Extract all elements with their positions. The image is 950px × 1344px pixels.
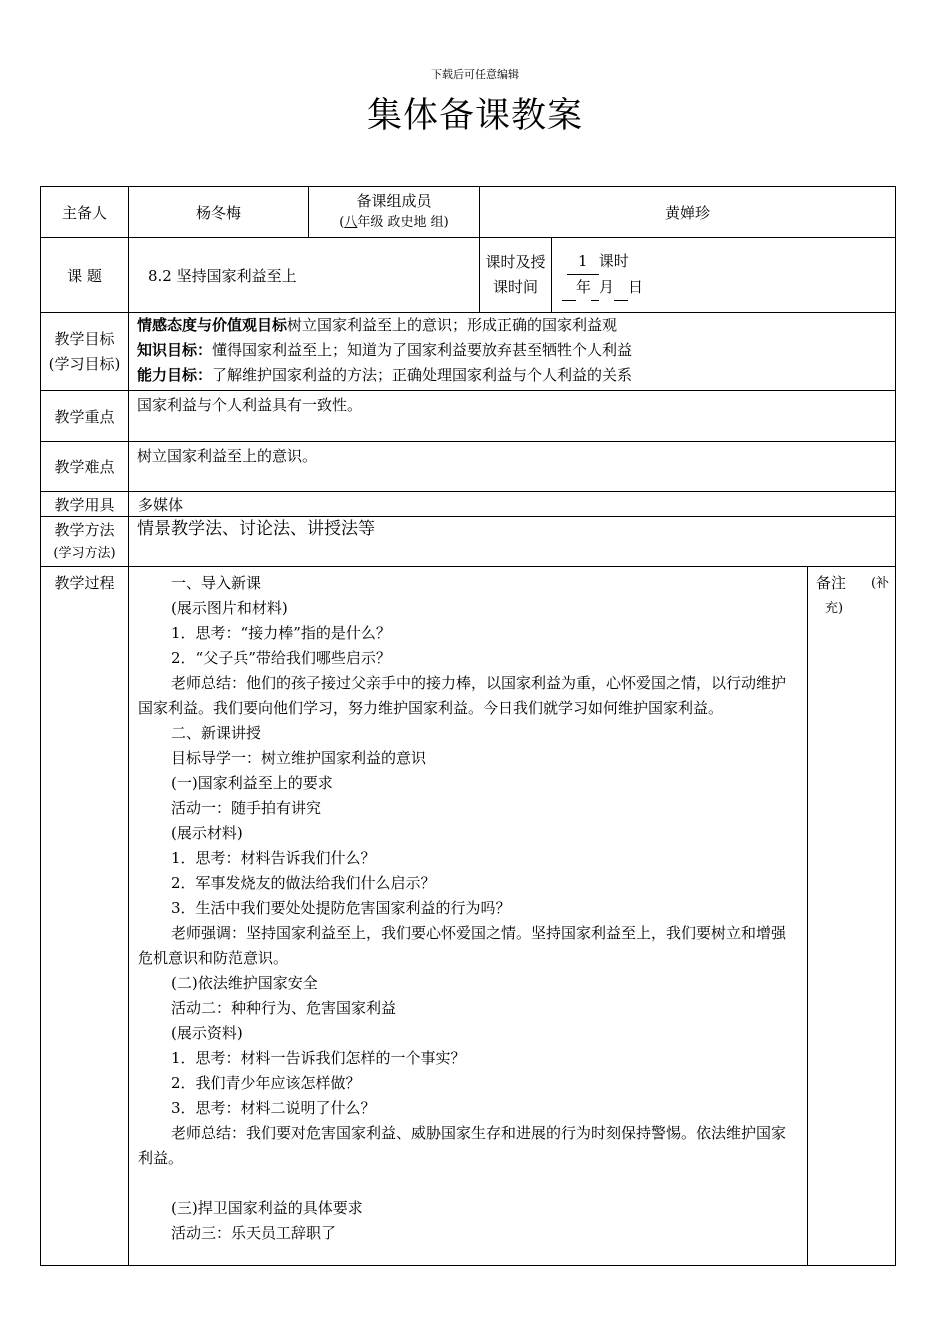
process-line: 活动一：随手拍有讲究 [171,799,322,817]
process-blank-line [138,1171,799,1196]
difficulty-label: 教学难点 [41,442,129,492]
goal-item: 知识目标：懂得国家利益至上；知道为了国家利益要放弃甚至牺牲个人利益 [137,341,633,359]
hours-line: 1 课时 [562,249,895,275]
process-line: (展示图片和材料) [171,599,288,617]
group-label: 备课组成员 [356,192,432,210]
process-line: 二、新课讲授 [171,724,262,742]
method-cell [41,517,129,567]
lesson-plan-table [40,186,896,1266]
process-line: 1．思考：“接力棒”指的是什么？ [171,624,391,642]
hours-cell [552,238,896,313]
process-line: 2．“父子兵”带给我们哪些启示？ [171,649,391,667]
process-line: (一)国家利益至上的要求 [171,774,333,792]
process-line: 老师总结：他们的孩子接过父亲手中的接力棒，以国家利益为重，心怀爱国之情，以行动维护国家利益。我们要向他们学习，努力维护国家利益。今日我们就学习如何维护国家利益。 [138,674,787,717]
process-line: 活动二：种种行为、危害国家利益 [171,999,397,1017]
process-line: 2．军事发烧友的做法给我们什么启示？ [171,874,436,892]
goal-item: 情感态度与价值观目标树立国家利益至上的意识；形成正确的国家利益观 [137,316,618,334]
process-content [129,567,808,1266]
group-detail: (八年级 政史地 组) [339,215,449,230]
goals-label: 教学目标(学习目标) [41,313,129,391]
header-note: 下载后可任意编辑 [431,68,519,81]
hours-label: 课时及授课时间 [480,238,552,313]
method-text: 情景教学法、讨论法、讲授法等 [129,517,896,567]
group-grade: 八 [344,215,358,230]
tools-text: 多媒体 [129,492,896,517]
remark-sub-cont: 充) [825,601,844,616]
process-line: 老师总结：我们要对危害国家利益、威胁国家生存和进展的行为时刻保持警惕。依法维护国家利益。 [138,1124,787,1167]
topic-row [41,238,896,313]
process-line: 1．思考：材料告诉我们什么？ [171,849,376,867]
goals-row [41,313,896,391]
process-row [41,567,896,1266]
process-line: 活动三：乐天员工辞职了 [171,1224,337,1242]
process-line: (展示资料) [171,1024,243,1042]
group-members: 黄婵珍 [480,187,896,238]
process-line: (三)捍卫国家利益的具体要求 [171,1199,363,1217]
process-line: 3．生活中我们要处处提防危害国家利益的行为吗？ [171,899,511,917]
hours-value: 1 [567,249,599,275]
process-line: 2．我们青少年应该怎样做？ [171,1074,361,1092]
method-sub: (学习方法) [53,545,116,561]
process-line: 老师强调：坚持国家利益至上，我们要心怀爱国之情。坚持国家利益至上，我们要树立和增强危机意识和防范意识。 [138,924,787,967]
key-point-label: 教学重点 [41,391,129,442]
goal-item: 能力目标：了解维护国家利益的方法；正确处理国家利益与个人利益的关系 [137,366,633,384]
difficulty-row [41,442,896,492]
goals-list [129,313,896,391]
preparer-label: 主备人 [41,187,129,238]
process-line: (二)依法维护国家安全 [171,974,318,992]
process-label: 教学过程 [41,567,129,1266]
topic-label: 课 题 [41,238,129,313]
process-line: 3．思考：材料二说明了什么？ [171,1099,376,1117]
process-line: 一、导入新课 [171,574,262,592]
preparer-name: 杨冬梅 [129,187,309,238]
topic-value: 8.2 坚持国家利益至上 [129,238,480,313]
tools-label: 教学用具 [41,492,129,517]
date-line: 年 月 日 [562,275,895,301]
process-line: (展示材料) [171,824,243,842]
document-title: 集体备课教案 [366,96,583,136]
tools-row [41,492,896,517]
process-line: 1．思考：材料一告诉我们怎样的一个事实？ [171,1049,466,1067]
remark-label: 备注 [816,574,847,592]
group-cell [309,187,480,238]
method-row [41,517,896,567]
remark-label-line [816,571,889,596]
remark-sub: (补 [870,576,890,591]
difficulty-text: 树立国家利益至上的意识。 [129,442,896,492]
remark-cell [808,567,896,1266]
key-point-text: 国家利益与个人利益具有一致性。 [129,391,896,442]
method-label: 教学方法 [54,520,115,539]
info-row [41,187,896,238]
process-line: 目标导学一：树立维护国家利益的意识 [171,749,427,767]
key-point-row [41,391,896,442]
